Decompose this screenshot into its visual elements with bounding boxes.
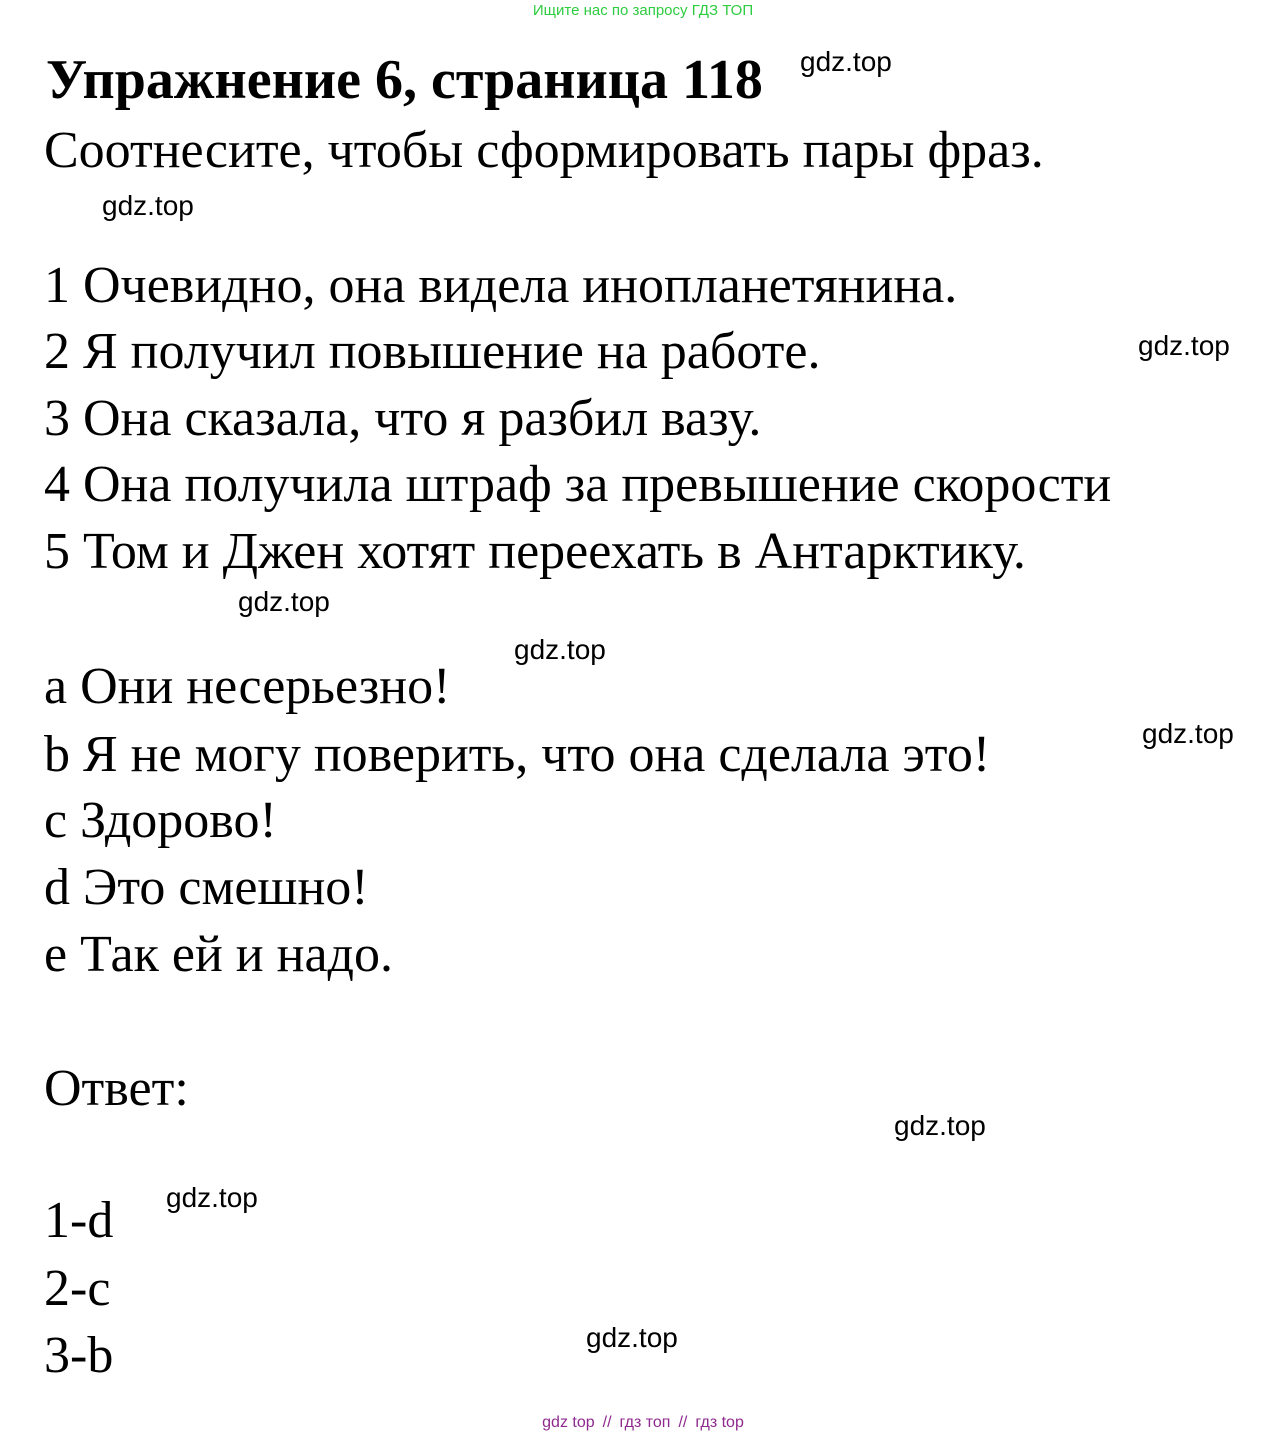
footer-link[interactable]: гдз top	[695, 1414, 744, 1431]
response-e: e Так ей и надо.	[44, 926, 393, 983]
footer-separator: //	[602, 1414, 612, 1431]
answer-1: 1-d	[44, 1192, 114, 1249]
top-banner: Ищите нас по запросу ГДЗ ТОП	[532, 2, 754, 19]
footer-link[interactable]: gdz top	[542, 1414, 595, 1431]
footer-link[interactable]: гдз топ	[619, 1414, 671, 1431]
watermark: gdz.top	[1138, 330, 1230, 361]
response-d: d Это смешно!	[44, 859, 369, 916]
watermark: gdz.top	[586, 1322, 678, 1353]
response-b: b Я не могу поверить, что она сделала это!	[44, 726, 991, 783]
watermark: gdz.top	[166, 1182, 258, 1213]
watermark: gdz.top	[102, 190, 194, 221]
footer-separator: //	[678, 1414, 688, 1431]
sentence-1: 1 Очевидно, она видела инопланетянина.	[44, 257, 958, 314]
response-a: a Они несерьезно!	[44, 658, 451, 715]
watermark: gdz.top	[1142, 718, 1234, 749]
response-c: c Здорово!	[44, 792, 277, 849]
sentence-2: 2 Я получил повышение на работе.	[44, 323, 821, 380]
page-title: Упражнение 6, страница 118	[46, 49, 763, 111]
watermark: gdz.top	[514, 634, 606, 665]
sentence-3: 3 Она сказала, что я разбил вазу.	[44, 390, 762, 447]
footer	[0, 1414, 1286, 1432]
answer-2: 2-c	[44, 1260, 111, 1317]
answer-label: Ответ:	[44, 1060, 189, 1117]
sentence-4: 4 Она получила штраф за превышение скорости	[44, 456, 1112, 513]
watermark: gdz.top	[800, 46, 892, 77]
watermark: gdz.top	[894, 1110, 986, 1141]
sentence-5: 5 Том и Джен хотят переехать в Антарктику.	[44, 523, 1026, 580]
answer-3: 3-b	[44, 1327, 114, 1384]
instruction-text: Соотнесите, чтобы сформировать пары фраз.	[44, 122, 1044, 179]
watermark: gdz.top	[238, 586, 330, 617]
